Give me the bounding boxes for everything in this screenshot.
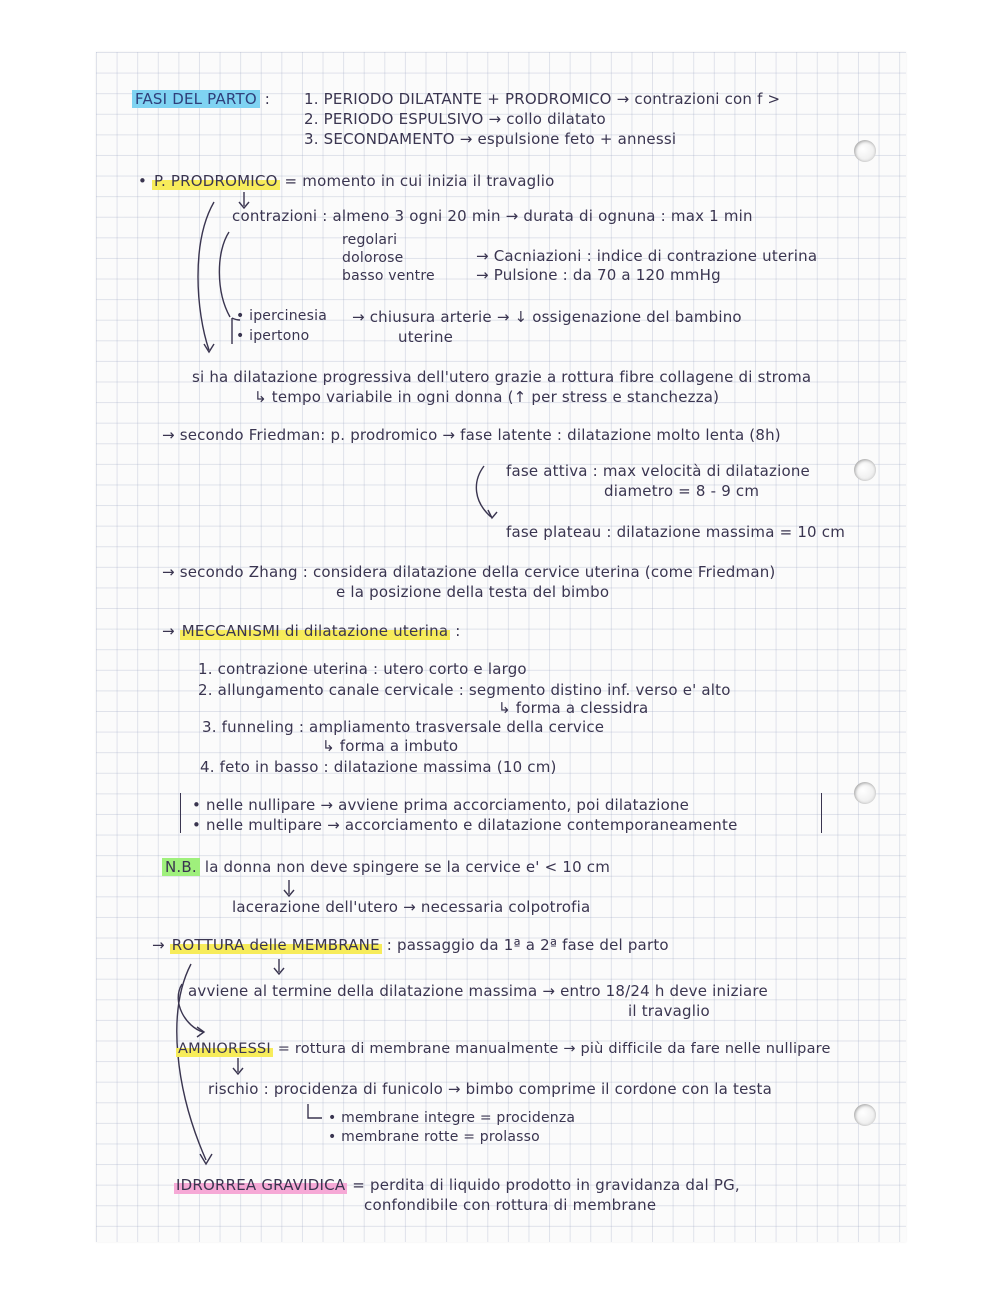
nb-consequence: lacerazione dell'utero → necessaria colpotrofia — [232, 898, 591, 916]
membrane-integre: • membrane integre = procidenza — [328, 1110, 576, 1126]
chiusura: → chiusura arterie → ↓ ossigenazione del bambino — [352, 308, 742, 326]
rottura-text: : passaggio da 1ª a 2ª fase del parto — [386, 936, 669, 954]
zhang-line-2: e la posizione della testa del bimbo — [336, 583, 610, 601]
meccanismo-1: 1. contrazione uterina : utero corto e largo — [198, 660, 527, 678]
rottura-arrow: → — [152, 936, 165, 954]
idrorrea-line — [174, 1176, 740, 1194]
rischio: rischio : procidenza di funicolo → bimbo comprime il cordone con la testa — [208, 1080, 772, 1098]
diametro: diametro = 8 - 9 cm — [604, 482, 760, 500]
phase-3: 3. SECONDAMENTO → espulsione feto + annessi — [304, 130, 677, 148]
fase-attiva: fase attiva : max velocità di dilatazione — [506, 462, 810, 480]
regolari: regolari — [342, 232, 398, 248]
title-colon: : — [264, 90, 271, 108]
meccanismo-3: 3. funneling : ampliamento trasversale della cervice — [202, 718, 605, 736]
amnioressi-line — [176, 1041, 831, 1057]
notebook-page — [96, 52, 906, 1242]
arrow-lines — [96, 52, 906, 1242]
prodromico-heading — [138, 172, 554, 190]
idrorrea-line-2: confondibile con rottura di membrane — [364, 1196, 657, 1214]
friedman-line: → secondo Friedman: p. prodromico → fase latente : dilatazione molto lenta (8h) — [162, 426, 781, 444]
meccanismi-label: MECCANISMI di dilatazione uterina — [181, 622, 449, 640]
meccanismi-colon: : — [455, 622, 461, 640]
pressione: → Pulsione : da 70 a 120 mmHg — [476, 266, 721, 284]
meccanismi-heading — [162, 622, 460, 640]
dilatazione: si ha dilatazione progressiva dell'utero grazie a rottura fibre collagene di stroma — [192, 368, 812, 386]
phase-1: 1. PERIODO DILATANTE + PRODROMICO → contrazioni con f > — [304, 90, 781, 108]
nb-line — [162, 858, 610, 876]
meccanismo-3-note: ↳ forma a imbuto — [322, 737, 459, 755]
basso-ventre: basso ventre — [342, 268, 435, 284]
nb-text: la donna non deve spingere se la cervice e' < 10 cm — [204, 858, 611, 876]
rottura-heading — [152, 936, 669, 954]
multipare: • nelle multipare → accorciamento e dilatazione contemporaneamente — [192, 816, 738, 834]
meccanismo-2: 2. allungamento canale cervicale : segmento distino inf. verso e' alto — [198, 681, 731, 699]
page-title: FASI DEL PARTO — [132, 90, 260, 108]
amnioressi-label: AMNIORESSI — [178, 1041, 271, 1057]
amnioressi-text: = rottura di membrane manualmente → più difficile da fare nelle nullipare — [277, 1041, 831, 1057]
prodromico-label: P. PRODROMICO — [154, 172, 278, 190]
idrorrea-label: IDRORREA GRAVIDICA — [176, 1176, 346, 1194]
meccanismi-arrow: → — [162, 622, 175, 640]
title-line — [132, 90, 270, 108]
nb-label: N.B. — [162, 858, 200, 876]
fase-plateau: fase plateau : dilatazione massima = 10 cm — [506, 523, 846, 541]
contrazioni-line: contrazioni : almeno 3 ogni 20 min → durata di ognuna : max 1 min — [232, 207, 753, 225]
tempo: ↳ tempo variabile in ogni donna (↑ per stress e stanchezza) — [254, 388, 720, 406]
nullipare: • nelle nullipare → avviene prima accorciamento, poi dilatazione — [192, 796, 690, 814]
uterine: uterine — [398, 328, 454, 346]
meccanismo-4: 4. feto in basso : dilatazione massima (10 cm) — [200, 758, 557, 776]
ipercinesia: • ipercinesia — [236, 308, 327, 324]
frequenza: → Cacniazioni : indice di contrazione uterina — [476, 247, 818, 265]
membrane-rotte: • membrane rotte = prolasso — [328, 1129, 540, 1145]
idrorrea-text: = perdita di liquido prodotto in gravidanza dal PG, — [352, 1176, 740, 1194]
prodromico-definition: = momento in cui inizia il travaglio — [284, 172, 555, 190]
travaglio: il travaglio — [628, 1002, 710, 1020]
phase-2: 2. PERIODO ESPULSIVO → collo dilatato — [304, 110, 606, 128]
dolorose: dolorose — [342, 250, 404, 266]
meccanismo-2-note: ↳ forma a clessidra — [498, 699, 649, 717]
rottura-label: ROTTURA delle MEMBRANE — [171, 936, 380, 954]
bullet: • — [138, 172, 148, 190]
zhang-line: → secondo Zhang : considera dilatazione della cervice uterina (come Friedman) — [162, 563, 776, 581]
ipertono: • ipertono — [236, 328, 310, 344]
avviene: avviene al termine della dilatazione massima → entro 18/24 h deve iniziare — [188, 982, 768, 1000]
